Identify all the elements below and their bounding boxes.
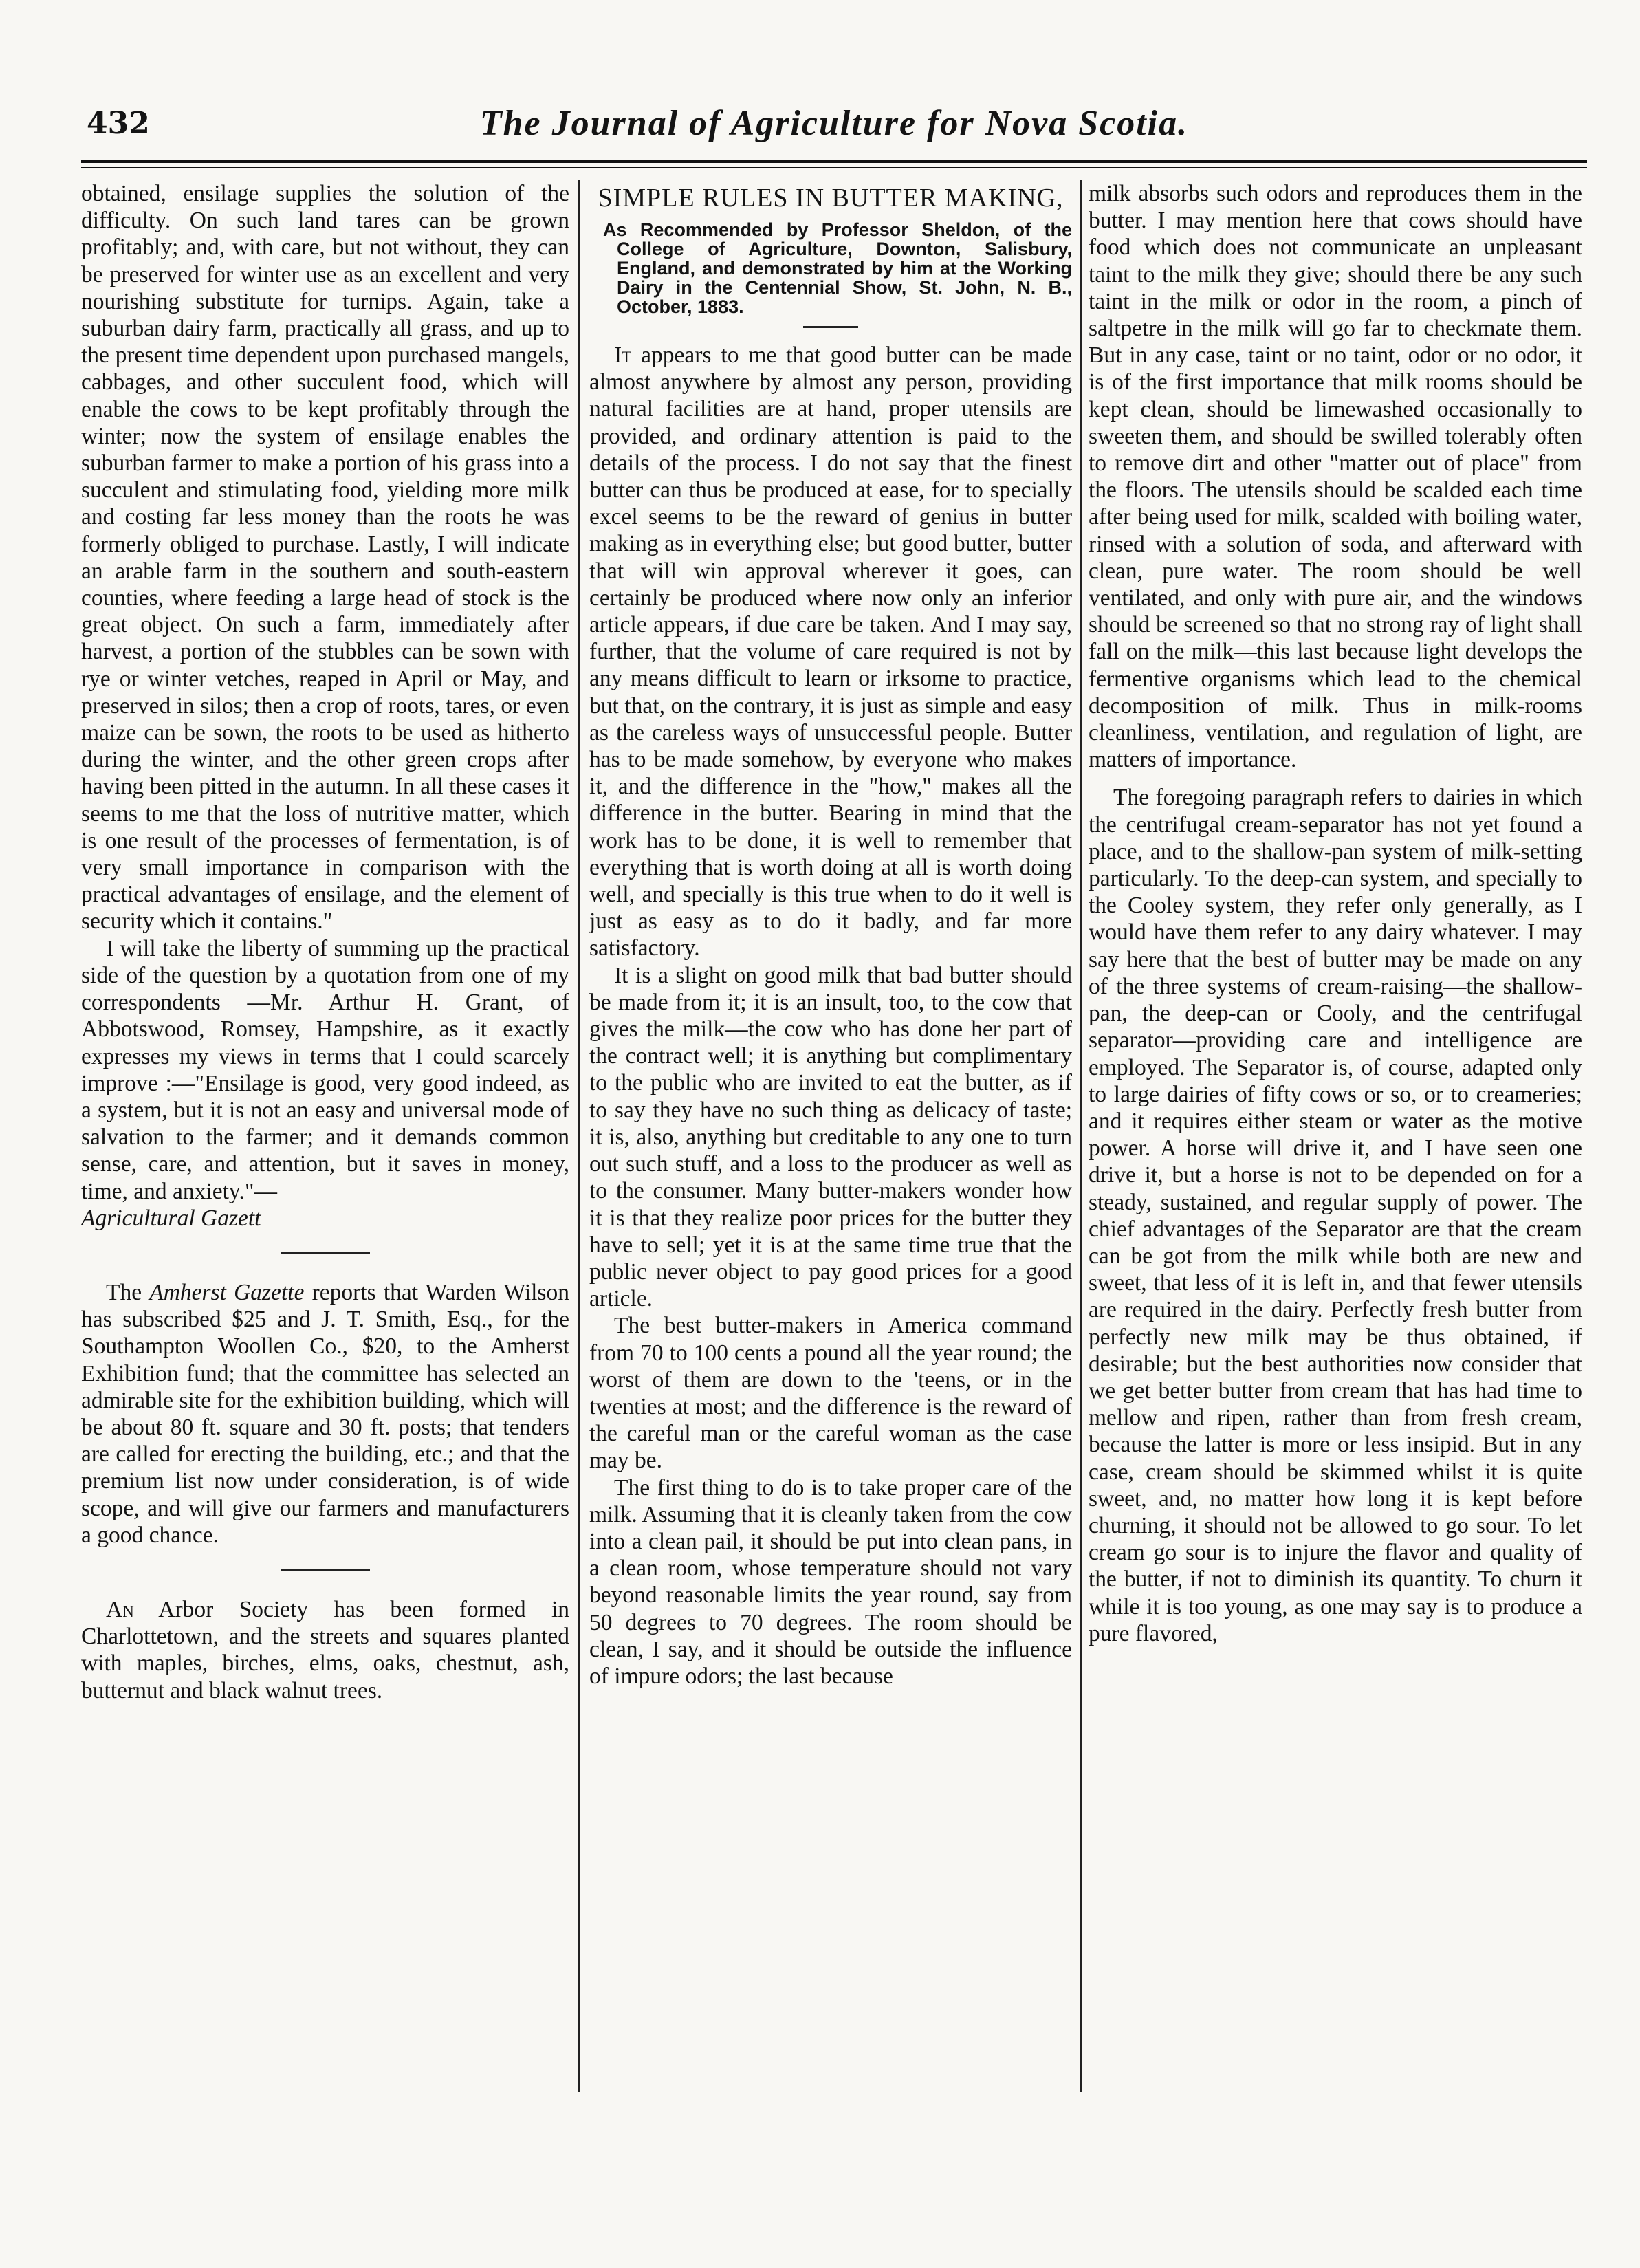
header-rule-thick <box>81 160 1587 163</box>
page-header <box>81 103 1587 144</box>
header-rule-thin <box>81 167 1587 168</box>
column-right <box>1089 180 1582 2092</box>
section-separator <box>281 1252 370 1254</box>
lead-word: It <box>614 342 632 368</box>
column-left <box>81 180 569 2092</box>
amherst-text-rest: reports that Warden Wilson has subscribed $25 and J. T. Smith, Esq., for the Southampton Woollen Co., $20, to the Amherst Exhibition fund; that the committee has selected an admirable site for the exhibition building, which will be about 80 ft. square and 30 ft. posts; that tenders are called for erecting the building, etc.; and that the premium list now under consideration, is of wide scope, and will give our farmers and manufacturers a good chance. <box>81 1279 569 1548</box>
title-separator <box>803 326 858 328</box>
article-subtitle: As Recommended by Professor Sheldon, of the College of Agriculture, Downton, Salisbury, England, and demonstrated by him at the Working Dairy in the Centennial Show, St. John, N. B., October, 1883. <box>603 219 1072 317</box>
intro-text: appears to me that good butter can be made almost anywhere by almost any person, providing natural facilities are at hand, proper utensils are provided, and ordinary attention is paid to the details of the process. I do not say that the finest butter can thus be produced at ease, for to specially excel seems to be the reward of genius in butter making as in everything else; but good butter, butter that will win approval wherever it goes, can certainly be produced where now only an inferior article appears, if due care be taken. And I may say, further, that the volume of care required is not by any means difficult to learn or irksome to practice, but that, on the contrary, it is just as simple and easy as the careless ways of unsuccessful people. Butter has to be made somehow, by everyone who makes it, and the difference in the "how," makes all the difference in the butter. Bearing in mind that the work has to be done, it is well to remember that everything that is worth doing at all is worth doing well, and specially is this true when to do it well is just as easy as to do it badly, and far more satisfactory. <box>589 342 1072 961</box>
arbor-society-paragraph <box>81 1596 569 1704</box>
lead-word: An <box>106 1596 134 1622</box>
column-middle <box>589 180 1072 2092</box>
page-number: 432 <box>87 106 150 141</box>
amherst-paragraph <box>81 1279 569 1549</box>
milk-odors-paragraph: milk absorbs such odors and reproduces them in the butter. I may mention here that cows should have food which does not communicate an unpleasant taint to the milk they give; should there be any such taint in the milk or odor in the room, a pinch of saltpetre in the milk will go far to checkmate them. But in any case, taint or no taint, odor or no odor, it is of the first importance that milk rooms should be kept clean, should be limewashed occasionally to sweeten them, and should be swilled tolerably often to remove dirt and other "matter out of place" from the floors. The utensils should be scalded each time after being used for milk, scalded with boiling water, rinsed with a solution of soda, and afterward with clean, pure water. The room should be well ventilated, and only with pure air, and the windows should be screened so that no strong ray of light shall fall on the milk—this last because light develops the fermentive organisms which lead to the chemical decomposition of milk. Thus in milk-rooms cleanliness, ventilation, and regulation of light, are matters of importance. <box>1089 181 1582 773</box>
column-divider-1 <box>578 180 580 2092</box>
summary-paragraph <box>81 935 569 1232</box>
butter-intro-paragraph <box>589 342 1072 962</box>
newspaper-name: Amherst Gazette <box>149 1279 305 1305</box>
summary-text: I will take the liberty of summing up the practical side of the question by a quotation from one of my correspondents —Mr. Arthur H. Grant, of Abbotswood, Romsey, Hampshire, as it exactly expresses my views in terms that I could scarcely improve :—"Ensilage is good, very good indeed, as a system, but it is not an easy and universal mode of salvation to the farmer; and it demands common sense, care, and attention, but it saves in money, time, and anxiety."— <box>81 935 569 1204</box>
arbor-text: Arbor Society has been formed in Charlottetown, and the streets and squares planted with maples, birches, elms, oaks, chestnut, ash, butternut and black walnut trees. <box>81 1596 569 1703</box>
bad-butter-paragraph: It is a slight on good milk that bad butter should be made from it; it is an insult, too, to the cow that gives the milk—the cow who has done her part of the contract well; it is anything but complimentary to the public who are invited to eat the butter, as if to say they have no such thing as delicacy of taste; it is, also, anything but creditable to any one to turn out such stuff, and a loss to the producer as well as to the consumer. Many butter-makers wonder how it is that they realize poor prices for the butter they have to sell; yet it is at the same time true that the public never object to pay good prices for a good article. <box>589 962 1072 1312</box>
running-title: The Journal of Agriculture for Nova Scotia. <box>479 104 1189 143</box>
milk-care-paragraph: The first thing to do is to take proper care of the milk. Assuming that it is cleanly taken from the cow into a clean pail, it should be put into clean pans, in a clean room, whose temperature should not vary beyond reasonable limits the year round, say from 50 degrees to 70 degrees. The room should be clean, I say, and it should be outside the influence of impure odors; the last because <box>589 1474 1072 1689</box>
ensilage-paragraph: obtained, ensilage supplies the solution of the difficulty. On such land tares can be grown profitably; and, with care, but not without, they can be preserved for winter use as an excellent and very nourishing substitute for turnips. Again, take a suburban dairy farm, practically all grass, and up to the present time dependent upon purchased mangels, cabbages, and other succulent food, which will enable the cows to be kept profitably through the winter; now the system of ensilage enables the suburban farmer to make a portion of his grass into a succulent and stimulating food, yielding more milk and costing far less money than the roots he was formerly obliged to purchase. Lastly, I will indicate an arable farm in the southern and south-eastern counties, where feeding a large head of stock is the great object. On such a farm, immediately after harvest, a portion of the stubbles can be sown with rye or winter vetches, reaped in April or May, and preserved in silos; then a crop of roots, tares, or even maize can be sown, the roots to be used as hitherto during the winter, and the other green crops after having been pitted in the autumn. In all these cases it seems to me that the loss of nutritive matter, which is one result of the processes of fermentation, is of very small importance in comparison with the practical advantages of ensilage, and the element of security which it contains." <box>81 181 569 935</box>
source-attribution: Agricultural Gazett <box>81 1205 261 1231</box>
amherst-text-start: The <box>106 1279 150 1305</box>
section-separator-2 <box>281 1569 370 1571</box>
column-divider-2 <box>1080 180 1082 2092</box>
prices-paragraph: The best butter-makers in America command from 70 to 100 cents a pound all the year round; the worst of them are down to the 'teens, or in the twenties at most; and the difference is the reward of the careful man or the careful woman as the case may be. <box>589 1313 1072 1474</box>
paragraph-gap <box>1089 773 1582 784</box>
separator-systems-paragraph: The foregoing paragraph refers to dairies in which the centrifugal cream-separator has not yet found a place, and to the shallow-pan system of milk-setting particularly. To the deep-can system, and specially to the Cooley system, they refer only generally, as I would have them refer to any dairy whatever. I may say here that the best of butter may be made on any of the three systems of cream-raising—the shallow-pan, the deep-can or Cooly, and the centrifugal separator—providing care and intelligence are employed. The Separator is, of course, adapted only to large dairies of fifty cows or so, or to creameries; and it requires either steam or water as the motive power. A horse will drive it, and I have seen one drive it, but a horse is not to be depended on for a steady, sustained, and regular supply of power. The chief advantages of the Separator are that the cream can be got from the milk while both are new and sweet, that less of it is left in, and that fewer utensils are required in the dairy. Perfectly fresh butter from perfectly new milk may be thus obtained, if desirable; but the best authorities now consider that we get better butter from cream that has had time to mellow and ripen, rather than from fresh cream, because the latter is more or less insipid. But in any case, cream should be skimmed whilst it is quite sweet, and, no matter how long it is kept before churning, it should not be allowed to go sour. To let cream go sour is to injure the flavor and quality of the butter, if not to diminish its quantity. To churn it while it is too young, as one may say is to produce a pure flavored, <box>1089 785 1582 1646</box>
article-title: SIMPLE RULES IN BUTTER MAKING, <box>598 184 1064 212</box>
